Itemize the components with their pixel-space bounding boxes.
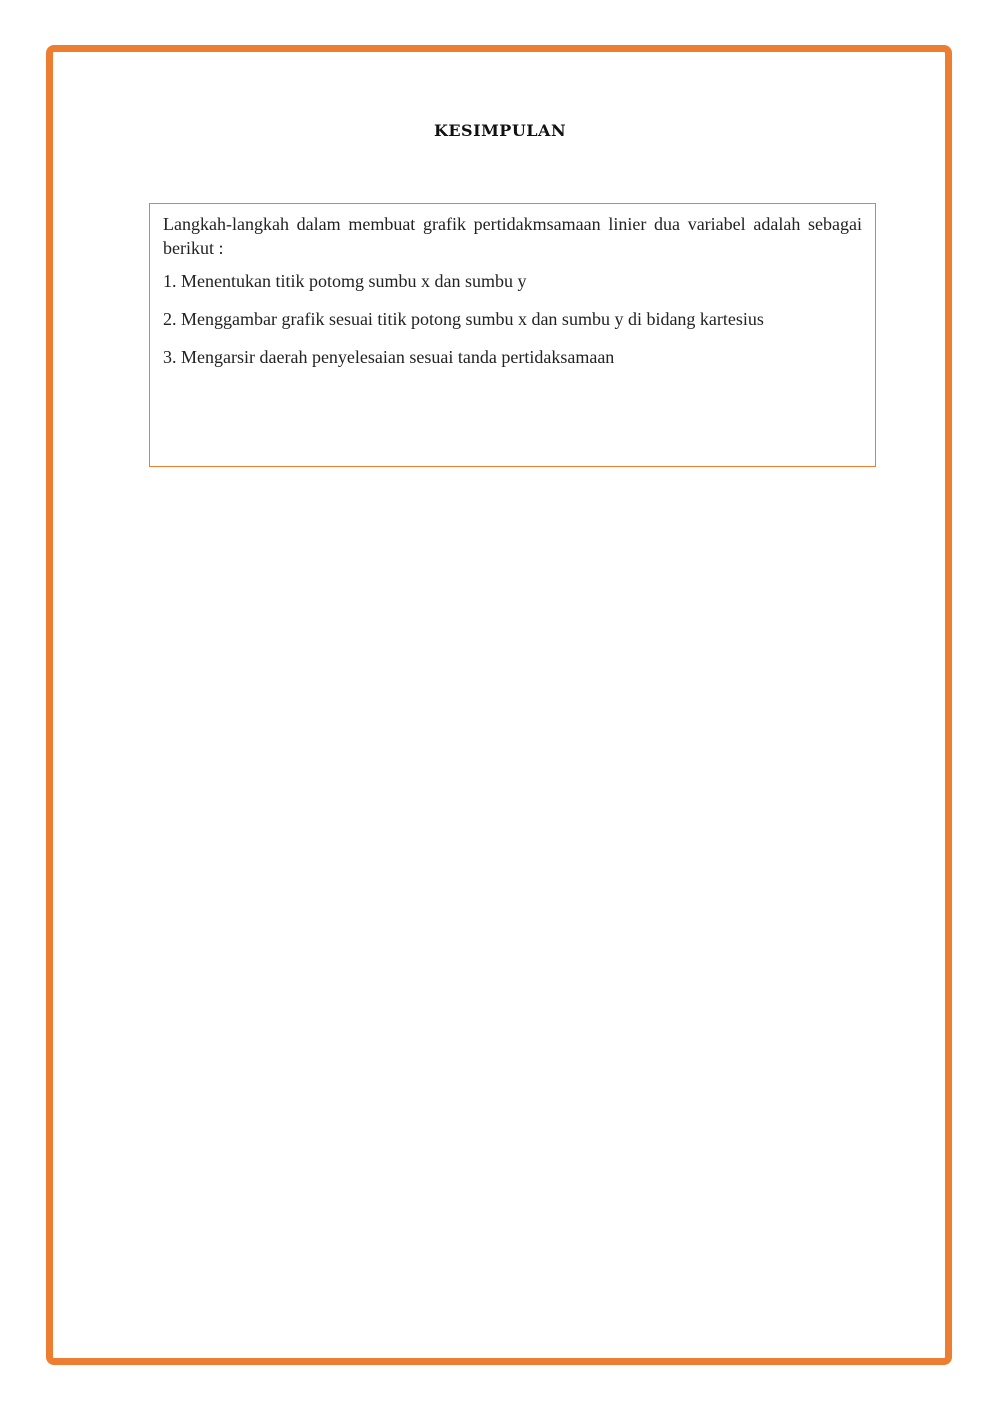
step-item-1: 1. Menentukan titik potomg sumbu x dan sumbu y <box>163 271 527 291</box>
step-item-2: 2. Menggambar grafik sesuai titik potong sumbu x dan sumbu y di bidang kartesius <box>163 309 764 329</box>
conclusion-box <box>149 203 876 467</box>
page-title: KESIMPULAN <box>433 121 567 140</box>
step-item-3: 3. Mengarsir daerah penyelesaian sesuai tanda pertidaksamaan <box>163 347 615 367</box>
intro-text: Langkah-langkah dalam membuat grafik pertidakmsamaan linier dua variabel adalah sebagai berikut : <box>163 214 862 258</box>
